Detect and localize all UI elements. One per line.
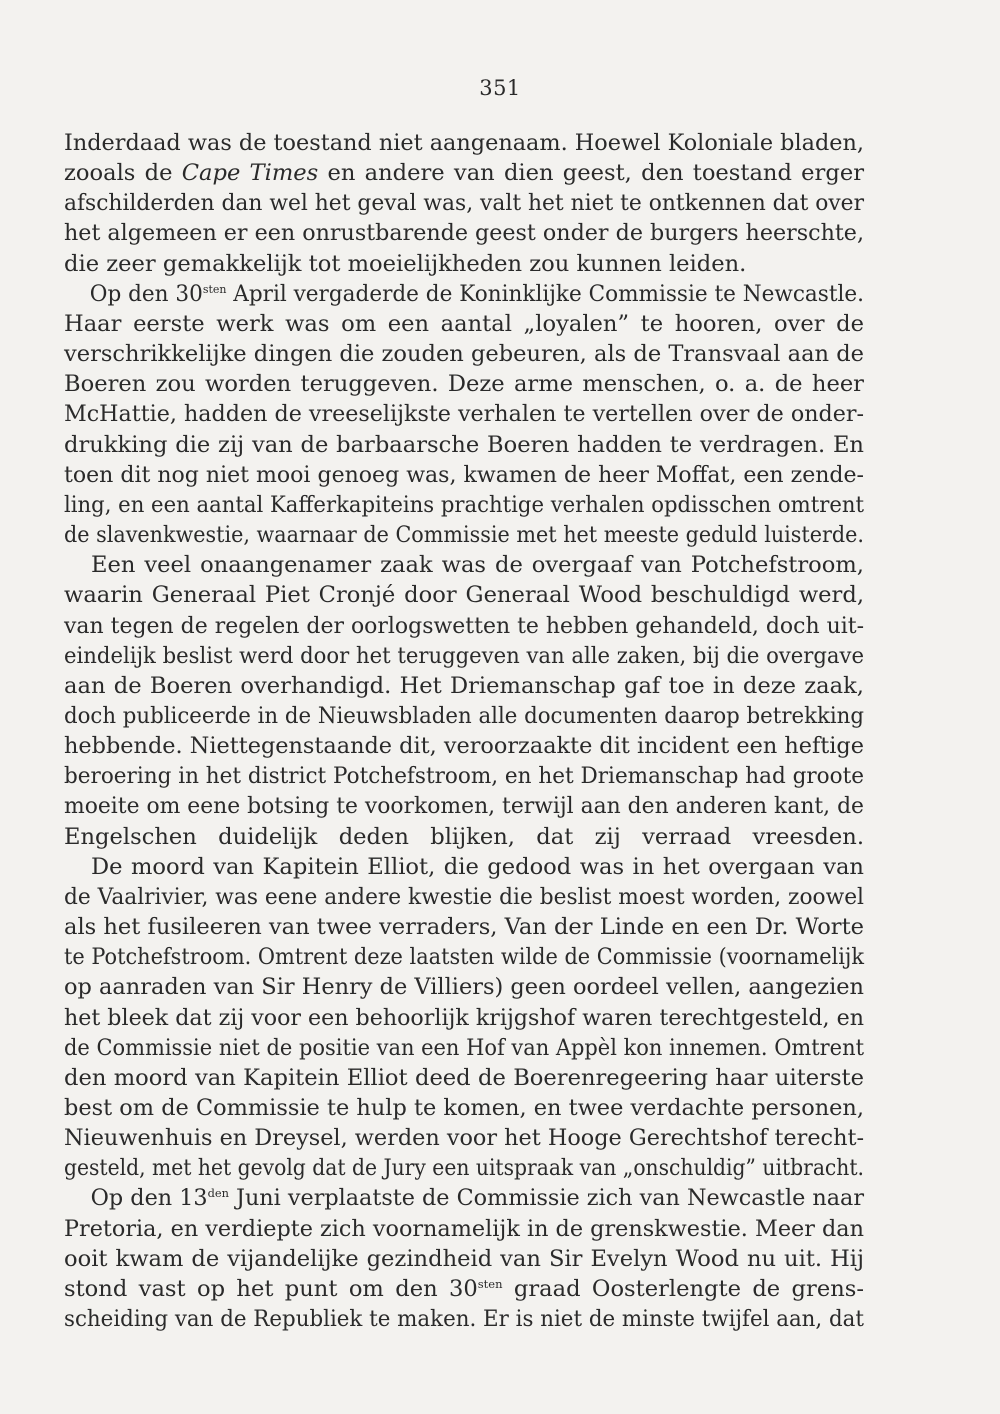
text-line: [64, 580, 864, 610]
text-run: te Potchefstroom. Omtrent deze laatsten wilde de Commissie (voornamelijk: [64, 944, 864, 971]
text-line: [64, 1304, 864, 1334]
text-run: de Commissie niet de positie van een Hof van Appèl kon innemen. Omtrent: [64, 1034, 864, 1061]
text-line: [64, 249, 864, 279]
text-line: [64, 1123, 864, 1153]
text-line: [64, 1244, 864, 1274]
italic-run: Cape Times: [181, 160, 319, 187]
text-line: [64, 912, 863, 942]
body-text: [64, 128, 864, 1334]
text-run: moeite om eene botsing te voorkomen, terwijl aan den anderen kant, de: [64, 793, 864, 820]
text-run: beroering in het district Potchefstroom, en het Driemanschap had groote: [64, 763, 864, 790]
text-run: op aanraden van Sir Henry de Villiers) geen oordeel vellen, aangezien: [64, 974, 864, 1001]
superscript: sten: [202, 281, 227, 296]
text-line: [64, 460, 864, 490]
text-run: waarin Generaal Piet Cronjé door Generaal Wood beschuldigd werd,: [64, 582, 864, 609]
text-run: den moord van Kapitein Elliot deed de Boerenregeering haar uiterste: [64, 1064, 864, 1091]
text-line: [64, 218, 864, 248]
text-line: [64, 641, 864, 671]
text-run: scheiding van de Republiek te maken. Er is niet de minste twijfel aan, dat: [64, 1306, 864, 1333]
text-run: het bleek dat zij voor een behoorlijk krijgshof waren terechtgesteld, en: [64, 1004, 864, 1031]
text-run: drukking die zij van de barbaarsche Boeren hadden te verdragen. En: [64, 431, 864, 458]
text-line: [64, 309, 864, 339]
text-run: ooit kwam de vijandelijke gezindheid van Sir Evelyn Wood nu uit. Hij: [64, 1245, 864, 1272]
text-run: van tegen de regelen der oorlogswetten te hebben gehandeld, doch uit-: [64, 612, 864, 639]
text-run: graad Oosterlengte de grens-: [502, 1275, 864, 1302]
text-run: de Vaalrivier, was eene andere kwestie die beslist moest worden, zoowel: [64, 883, 864, 910]
text-line: [64, 731, 864, 761]
text-line: [64, 520, 864, 550]
text-run: die zeer gemakkelijk tot moeielijkheden zou kunnen leiden.: [64, 250, 747, 277]
text-run: en andere van dien geest, den toestand erger: [318, 160, 864, 187]
superscript: den: [207, 1186, 229, 1201]
text-line: [64, 852, 864, 882]
text-run: ling, en een aantal Kafferkapiteins prachtige verhalen opdisschen omtrent: [64, 491, 864, 518]
text-line: [64, 882, 864, 912]
text-run: Inderdaad was de toestand niet aangenaam. Hoewel Koloniale bladen,: [64, 130, 864, 156]
text-line: [64, 279, 865, 309]
text-run: het algemeen er een onrustbarende geest onder de burgers heerschte,: [64, 220, 864, 247]
text-line: [64, 1274, 864, 1304]
text-run: de slavenkwestie, waarnaar de Commissie met het meeste geduld luisterde.: [64, 522, 864, 549]
text-run: Op den 30: [89, 280, 203, 307]
text-run: aan de Boeren overhandigd. Het Driemanschap gaf toe in deze zaak,: [64, 672, 864, 699]
text-run: verschrikkelijke dingen die zouden gebeuren, als de Transvaal aan de: [64, 341, 864, 368]
text-line: [64, 942, 864, 972]
text-run: doch publiceerde in de Nieuwsbladen alle documenten daarop betrekking: [64, 702, 864, 729]
text-line: [64, 1183, 864, 1213]
text-line: [64, 158, 864, 188]
text-run: Engelschen duidelijk deden blijken, dat zij verraad vreesden.: [64, 823, 864, 850]
text-run: Pretoria, en verdiepte zich voornamelijk in de grenskwestie. Meer dan: [64, 1215, 864, 1242]
text-run: hebbende. Niettegenstaande dit, veroorzaakte dit incident een heftige: [64, 733, 864, 760]
text-run: Een veel onaangenamer zaak was de overgaaf van Potchefstroom,: [91, 552, 864, 579]
text-line: [64, 822, 864, 852]
text-run: De moord van Kapitein Elliot, die gedood was in het overgaan van: [91, 853, 864, 880]
text-run: best om de Commissie te hulp te komen, en twee verdachte personen,: [64, 1095, 864, 1121]
text-line: [64, 791, 864, 821]
text-line: [64, 1003, 864, 1033]
text-run: April vergaderde de Koninklijke Commissie te Newcastle.: [226, 280, 865, 307]
text-line: [64, 339, 862, 369]
text-run: Boeren zou worden teruggeven. Deze arme menschen, o. a. de heer: [64, 371, 864, 398]
text-run: McHattie, hadden de vreeselijkste verhalen te vertellen over de onder-: [64, 401, 864, 428]
superscript: sten: [477, 1276, 503, 1291]
page-number: 351: [479, 76, 521, 100]
text-line: [64, 1033, 864, 1063]
text-line: [64, 188, 864, 218]
text-run: Op den 13: [90, 1185, 208, 1212]
text-line: [64, 1093, 864, 1123]
text-line: [64, 430, 864, 460]
text-line: [64, 611, 864, 641]
text-run: Nieuwenhuis en Dreysel, werden voor het Hooge Gerechtshof terecht-: [64, 1125, 864, 1152]
text-line: [64, 550, 864, 580]
text-line: [64, 369, 864, 399]
text-run: gesteld, met het gevolg dat de Jury een uitspraak van „onschuldig” uitbracht.: [64, 1155, 864, 1182]
text-line: [64, 972, 864, 1002]
text-line: [64, 1214, 864, 1244]
text-line: [64, 128, 864, 158]
text-run: Haar eerste werk was om een aantal „loyalen” te hooren, over de: [64, 310, 864, 337]
text-line: [64, 1153, 864, 1183]
text-line: [64, 701, 864, 731]
text-run: afschilderden dan wel het geval was, valt het niet te ontkennen dat over: [64, 190, 864, 217]
text-line: [64, 671, 864, 701]
text-line: [64, 761, 864, 791]
text-run: zooals de: [64, 160, 182, 187]
text-run: Juni verplaatste de Commissie zich van Newcastle naar: [228, 1185, 864, 1212]
text-line: [64, 1063, 864, 1093]
text-run: toen dit nog niet mooi genoeg was, kwamen de heer Moffat, een zende-: [64, 461, 864, 488]
text-run: eindelijk beslist werd door het teruggeven van alle zaken, bij die overgave: [64, 642, 864, 669]
text-run: als het fusileeren van twee verraders, Van der Linde en een Dr. Worte: [64, 914, 864, 941]
text-line: [64, 490, 864, 520]
text-run: stond vast op het punt om den 30: [64, 1275, 478, 1302]
text-line: [64, 399, 864, 429]
